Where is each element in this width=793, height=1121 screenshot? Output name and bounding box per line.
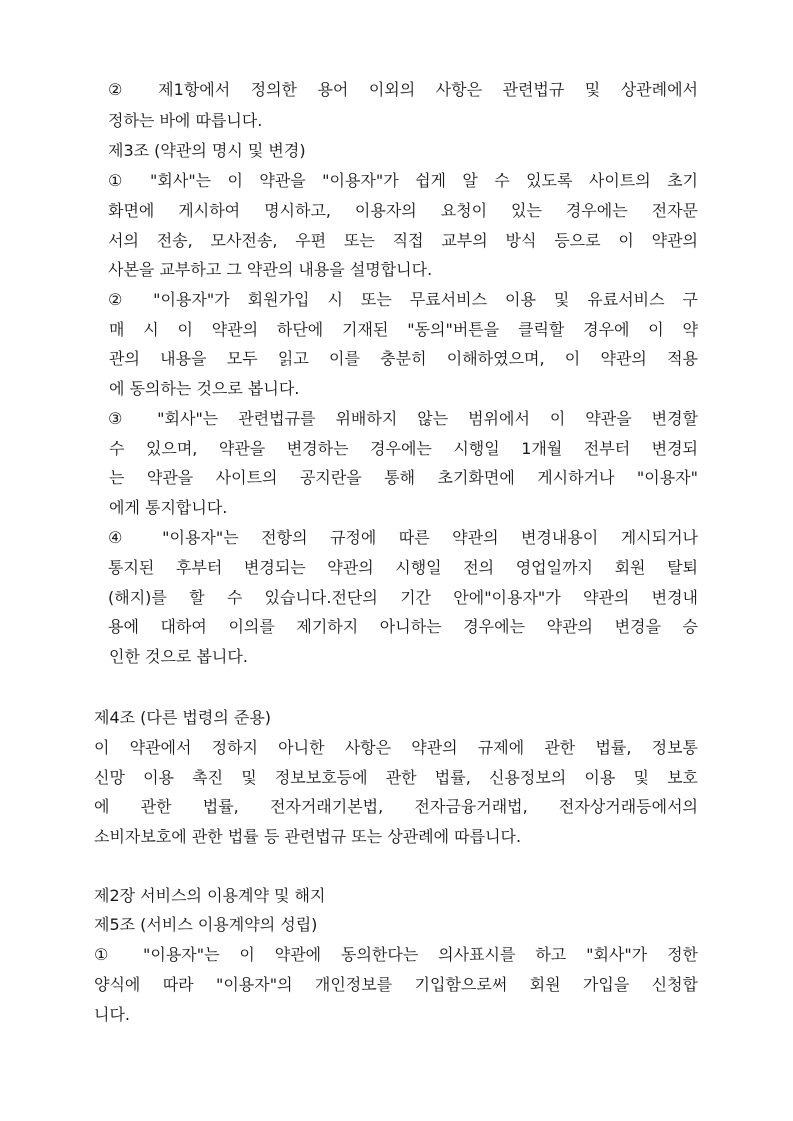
text-line: 신망 이용 촉진 및 정보보호등에 관한 법률, 신용정보의 이용 및 보호 [94,768,698,787]
text-line: 양식에 따라 "이용자"의 개인정보를 기입함으로써 회원 가입을 신청합 [94,975,698,994]
text-line: 이 약관에서 정하지 아니한 사항은 약관의 규제에 관한 법률, 정보통 [94,738,698,757]
text-line: 통지된 후부터 변경되는 약관의 시행일 전의 영업일까지 회원 탈퇴 [108,558,698,577]
text-line: ④ "이용자"는 전항의 규정에 따른 약관의 변경내용이 게시되거나 [108,528,698,547]
text-line: 인한 것으로 봅니다. [109,647,248,666]
article-heading: 제3조 (약관의 명시 및 변경) [108,141,306,160]
text-line: 관의 내용을 모두 읽고 이를 충분히 이해하였으며, 이 약관의 적용 [109,349,698,368]
text-line: 소비자보호에 관한 법률 등 관련법규 또는 상관례에 따릅니다. [94,827,522,846]
text-line: (해지)를 할 수 있습니다.전단의 기간 안에"이용자"가 약관의 변경내 [108,588,698,607]
text-line: 정하는 바에 따릅니다. [108,111,263,130]
chapter-heading: 제2장 서비스의 이용계약 및 해지 [94,886,326,905]
text-line: 매 시 이 약관의 하단에 기재된 "동의"버튼을 클릭할 경우에 이 약 [109,320,698,339]
text-line: 수 있으며, 약관을 변경하는 경우에는 시행일 1개월 전부터 변경되 [109,439,698,458]
text-line: 사본을 교부하고 그 약관의 내용을 설명합니다. [108,260,433,279]
text-line: ① "회사"는 이 약관을 "이용자"가 쉽게 알 수 있도록 사이트의 초기 [108,171,698,190]
text-line: ② "이용자"가 회원가입 시 또는 무료서비스 이용 및 유료서비스 구 [108,290,698,309]
article-heading: 제4조 (다른 법령의 준용) [94,708,272,727]
text-line: ③ "회사"는 관련법규를 위배하지 않는 범위에서 이 약관을 변경할 [108,409,698,428]
article-heading: 제5조 (서비스 이용계약의 성립) [94,915,318,934]
text-line: ② 제1항에서 정의한 용어 이외의 사항은 관련법규 및 상관례에서 [108,80,698,99]
text-line: 니다. [94,1005,130,1024]
text-line: 는 약관을 사이트의 공지란을 통해 초기화면에 게시하거나 "이용자" [109,468,698,487]
text-line: 에게 통지합니다. [109,498,228,517]
text-line: ① "이용자"는 이 약관에 동의한다는 의사표시를 하고 "회사"가 정한 [94,945,698,964]
text-line: 화면에 게시하여 명시하고, 이용자의 요청이 있는 경우에는 전자문 [108,201,698,220]
text-line: 에 동의하는 것으로 봅니다. [109,379,300,398]
text-line: 서의 전송, 모사전송, 우편 또는 직접 교부의 방식 등으로 이 약관의 [108,231,698,250]
text-line: 용에 대하여 이의를 제기하지 아니하는 경우에는 약관의 변경을 승 [108,617,698,636]
text-line: 에 관한 법률, 전자거래기본법, 전자금융거래법, 전자상거래등에서의 [94,797,698,816]
